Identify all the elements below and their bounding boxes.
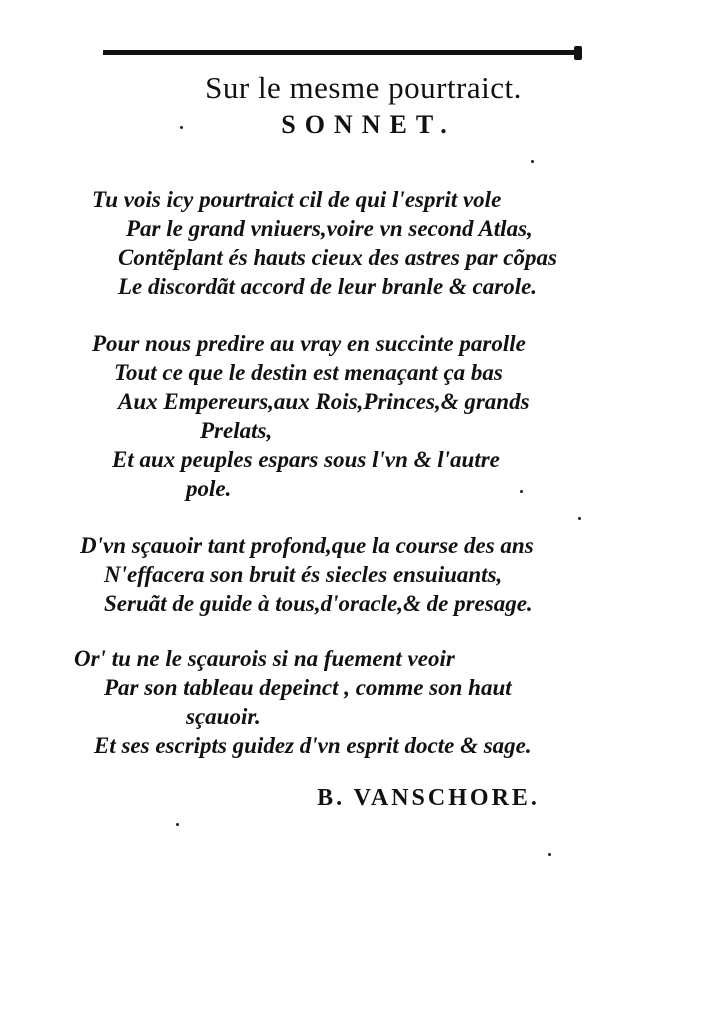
verse-line: N'effacera son bruit és siecles ensuiuants,: [104, 562, 503, 587]
verse-line: Pour nous predire au vray en succinte parolle: [92, 331, 526, 356]
verse-line: Et aux peuples espars sous l'vn & l'autre: [112, 447, 500, 472]
ink-speck: [520, 490, 523, 493]
verse-line: Tout ce que le destin est menaçant ça bas: [114, 360, 503, 385]
ink-speck: [176, 823, 179, 826]
verse-line: Tu vois icy pourtraict cil de qui l'esprit vole: [92, 187, 502, 212]
author-signature: B. VANSCHORE.: [317, 785, 540, 811]
verse-line: sçauoir.: [186, 704, 261, 729]
verse-line: Par le grand vniuers,voire vn second Atlas,: [126, 216, 533, 241]
verse-line: Et ses escripts guidez d'vn esprit docte & sage.: [94, 733, 532, 758]
verse-line: Contẽplant és hauts cieux des astres par cõpas: [118, 245, 557, 270]
verse-line: Prelats,: [200, 418, 273, 443]
ink-speck: [578, 517, 581, 520]
rule-ornament: [574, 46, 582, 60]
top-rule: [103, 50, 581, 55]
verse-line: D'vn sçauoir tant profond,que la course des ans: [80, 533, 534, 558]
page-title: Sur le mesme pourtraict.: [205, 70, 522, 105]
ink-speck: [531, 160, 534, 163]
verse-line: Aux Empereurs,aux Rois,Princes,& grands: [118, 389, 530, 414]
verse-line: Par son tableau depeinct , comme son haut: [104, 675, 512, 700]
verse-line: pole.: [186, 476, 232, 501]
sonnet-heading: SONNET.: [281, 110, 456, 139]
ink-speck: [180, 126, 183, 129]
verse-line: Or' tu ne le sçaurois si na fuement veoir: [74, 646, 455, 671]
verse-line: Seruãt de guide à tous,d'oracle,& de presage.: [104, 591, 533, 616]
verse-line: Le discordãt accord de leur branle & carole.: [118, 274, 538, 299]
ink-speck: [548, 853, 551, 856]
